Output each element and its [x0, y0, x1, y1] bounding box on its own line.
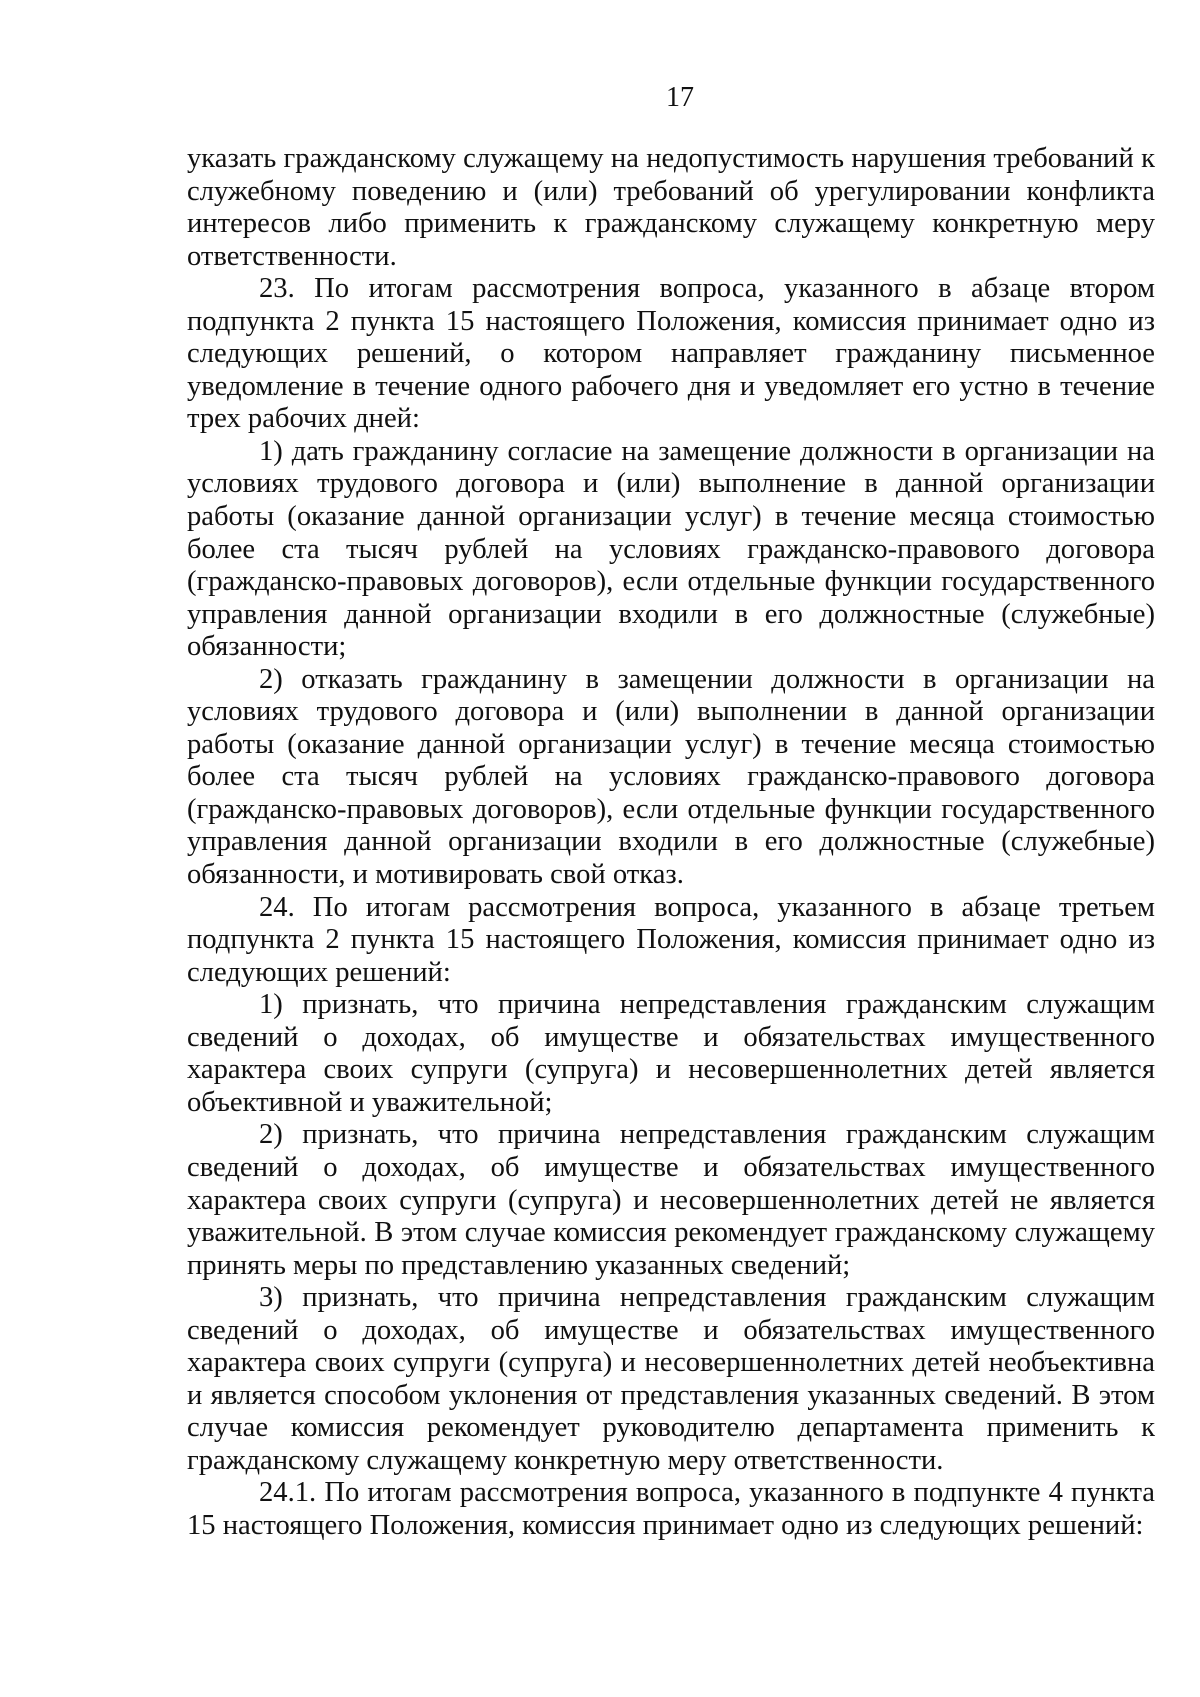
paragraph-item-23-2: 2) отказать гражданину в замещении должности в организации на условиях трудового договора и (или) выполнении в данной организации работы (оказание данной организации услуг) в течение месяца стоимостью более ста тысяч рублей на условиях гражданско-правового договора (гражданско-правовых договоров), если отдельные функции государственного управления данной организации входили в его должностные (служебные) обязанности, и мотивировать свой отказ. [187, 663, 1155, 891]
paragraph-item-24-2: 2) признать, что причина непредставления гражданским служащим сведений о доходах, об имуществе и обязательствах имущественного характера своих супруги (супруга) и несовершеннолетних детей не является уважительной. В этом случае комиссия рекомендует гражданскому служащему принять меры по представлению указанных сведений; [187, 1119, 1155, 1281]
paragraph-item-24-3: 3) признать, что причина непредставления гражданским служащим сведений о доходах, об имуществе и обязательствах имущественного характера своих супруги (супруга) и несовершеннолетних детей необъективна и является способом уклонения от представления указанных сведений. В этом случае комиссия рекомендует руководителю департамента применить к гражданскому служащему конкретную меру ответственности. [187, 1282, 1155, 1476]
page-number: 17 [666, 82, 694, 113]
paragraph-continuation: указать гражданскому служащему на недопустимость нарушения требований к служебному поведению и (или) требований об урегулировании конфликта интересов либо применить к гражданскому служащему конкретную меру ответственности. [187, 143, 1155, 272]
paragraph-item-23-1: 1) дать гражданину согласие на замещение должности в организации на условиях трудового договора и (или) выполнение в данной организации работы (оказание данной организации услуг) в течение месяца стоимостью более ста тысяч рублей на условиях гражданско-правового договора (гражданско-правовых договоров), если отдельные функции государственного управления данной организации входили в его должностные (служебные) обязанности; [187, 435, 1155, 663]
paragraph-item-24-1: 1) признать, что причина непредставления гражданским служащим сведений о доходах, об имуществе и обязательствах имущественного характера своих супруги (супруга) и несовершеннолетних детей является объективной и уважительной; [187, 989, 1155, 1118]
paragraph-item-23: 23. По итогам рассмотрения вопроса, указанного в абзаце втором подпункта 2 пункта 15 настоящего Положения, комиссия принимает одно из следующих решений, о котором направляет гражданину письменное уведомление в течение одного рабочего дня и уведомляет его устно в течение трех рабочих дней: [187, 273, 1155, 435]
document-body [187, 143, 1155, 1543]
paragraph-item-24: 24. По итогам рассмотрения вопроса, указанного в абзаце третьем подпункта 2 пункта 15 настоящего Положения, комиссия принимает одно из следующих решений: [187, 891, 1155, 988]
paragraph-item-24-point-1: 24.1. По итогам рассмотрения вопроса, указанного в подпункте 4 пункта 15 настоящего Положения, комиссия принимает одно из следующих решений: [187, 1477, 1155, 1541]
